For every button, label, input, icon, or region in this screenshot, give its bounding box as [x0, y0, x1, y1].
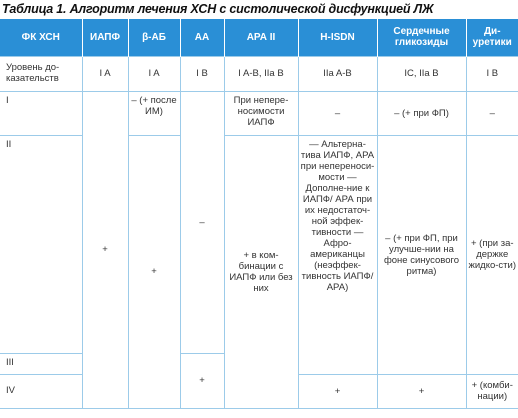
header-fk-hsn: ФК ХСН: [0, 19, 82, 56]
table-row-evidence-level: [0, 56, 518, 91]
evidence-iapf: I A: [82, 56, 128, 91]
fk-iv-label: IV: [0, 374, 82, 408]
evidence-beta-ab: I A: [128, 56, 180, 91]
diuretics-cell-i: –: [466, 91, 518, 135]
fk-ii-label: II: [0, 135, 82, 353]
evidence-glycosides: IC, IIa B: [377, 56, 466, 91]
evidence-h-isdn: IIa A-B: [298, 56, 377, 91]
evidence-aa: I B: [180, 56, 224, 91]
evidence-level-label: Уровень до-казательств: [0, 56, 82, 91]
glycosides-cell-i: – (+ при ФП): [377, 91, 466, 135]
evidence-ara-ii: I A-B, IIa B: [224, 56, 298, 91]
beta-ab-cell-ii-iv: +: [128, 135, 180, 408]
aa-cell-iii-iv: +: [180, 353, 224, 408]
fk-iii-label: III: [0, 353, 82, 374]
diuretics-cell-iv: + (комби-нации): [466, 374, 518, 408]
h-isdn-cell-iv: +: [298, 374, 377, 408]
evidence-diuretics: I B: [466, 56, 518, 91]
aa-cell-i-ii: –: [180, 91, 224, 353]
beta-ab-cell-i: – (+ после ИМ): [128, 91, 180, 135]
table-caption: Таблица 1. Алгоритм лечения ХСН с систолической дисфункцией ЛЖ: [2, 2, 434, 16]
iapf-cell-i-iv: +: [82, 91, 128, 408]
header-h-isdn: H-ISDN: [298, 19, 377, 56]
glycosides-cell-iv: +: [377, 374, 466, 408]
ara-ii-cell-ii-iv: + в ком-бинации с ИАПФ или без них: [224, 135, 298, 408]
fk-i-label: I: [0, 91, 82, 135]
diuretics-cell-ii-iii: + (при за-держке жидко-сти): [466, 135, 518, 374]
ara-ii-cell-i: При непере-носимости ИАПФ: [224, 91, 298, 135]
header-iapf: ИАПФ: [82, 19, 128, 56]
table-row-fk-i: [0, 91, 518, 135]
treatment-algorithm-table: [0, 19, 518, 409]
header-ara-ii: АРА II: [224, 19, 298, 56]
h-isdn-cell-ii-iii: — Альтерна-тива ИАПФ, АРА при непереноси-мости — Дополне-ние к ИАПФ/ АРА при их недостаточ-ной эффек-тивности — Афро-американцы (неэффек-тивность ИАПФ/АРА): [298, 135, 377, 374]
header-cardiac-glycosides: Сердечные гликозиды: [377, 19, 466, 56]
glycosides-cell-ii-iii: – (+ при ФП, при улучше-нии на фоне синусового ритма): [377, 135, 466, 374]
header-beta-ab: β-АБ: [128, 19, 180, 56]
h-isdn-cell-i: –: [298, 91, 377, 135]
header-aa: АА: [180, 19, 224, 56]
table-header-row: [0, 19, 518, 56]
table-row-fk-ii: [0, 135, 518, 353]
header-diuretics: Ди-уретики: [466, 19, 518, 56]
